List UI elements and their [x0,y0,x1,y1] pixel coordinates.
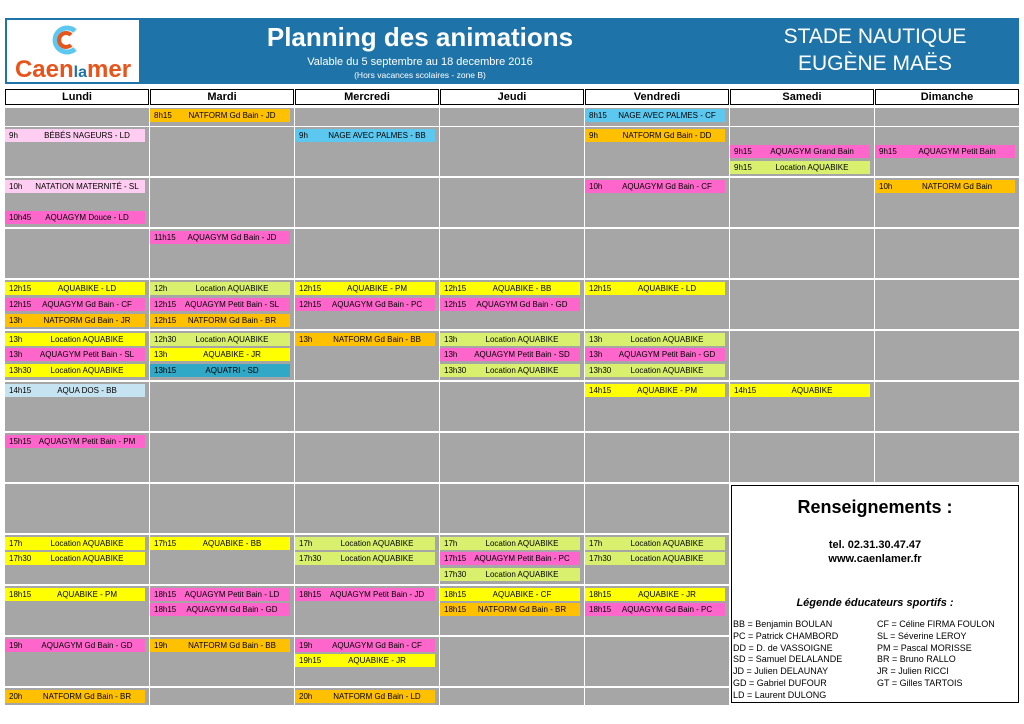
activity-name: NATFORM Gd Bain - BR [42,692,132,701]
activity-jeu [440,282,580,295]
activity-time: 18h15 [589,590,612,599]
time-slot [585,637,729,686]
activity-name: AQUABIKE - LD [57,284,117,293]
activity-name: Location AQUABIKE [630,539,704,548]
activity-time: 12h15 [9,300,32,309]
activity-name: AQUAGYM Petit Bain - PC [474,554,570,563]
activity-name: AQUABIKE - JR [203,350,261,359]
activity-time: 17h15 [154,539,177,548]
activity-name: AQUAGYM Gd Bain - CF [42,300,132,309]
activity-ven [585,348,725,361]
activity-dim [875,180,1015,193]
activity-mar [150,314,290,327]
time-slot [730,280,874,329]
activity-time: 9h [589,131,598,140]
activity-name: AQUAGYM Petit Bain - SL [184,300,280,309]
activity-name: AQUAGYM Gd Bain - CF [332,641,422,650]
activity-name: AQUABIKE - BB [202,539,262,548]
activity-time: 13h [9,335,23,344]
legend-entry: CF = Céline FIRMA FOULON [877,619,995,629]
activity-name: AQUATRI - SD [205,366,259,375]
activity-time: 13h [444,350,458,359]
activity-mer [295,654,435,667]
logo-swirl-icon [49,23,83,57]
time-slot [440,433,584,482]
activity-lun [5,180,145,193]
activity-time: 9h [299,131,308,140]
activity-name: NATFORM Gd Bain - BB [333,335,421,344]
activity-ven [585,180,725,193]
activity-time: 17h [589,539,603,548]
activity-mer [295,537,435,550]
activity-lun [5,384,145,397]
activity-mer [295,690,435,703]
activity-time: 12h [154,284,168,293]
activity-time: 19h [299,641,313,650]
activity-time: 12h15 [9,284,32,293]
activity-name: AQUABIKE [791,386,833,395]
activity-name: AQUAGYM Petit Bain - GD [618,350,716,359]
legend-entry: SL = Séverine LEROY [877,630,967,641]
activity-time: 18h15 [589,605,612,614]
activity-time: 17h30 [299,554,322,563]
activity-time: 9h [9,131,18,140]
activity-lun [5,211,145,224]
time-slot [440,108,584,126]
activity-time: 18h15 [9,590,32,599]
activity-ven [585,588,725,601]
activity-time: 13h [299,335,313,344]
activity-name: AQUABIKE - JR [348,656,406,665]
activity-mar [150,537,290,550]
activity-name: AQUAGYM Grand Bain [770,147,854,156]
time-slot [295,382,439,431]
activity-lun [5,129,145,142]
time-slot [730,331,874,380]
activity-name: Location AQUABIKE [195,335,269,344]
activity-lun [5,298,145,311]
time-slot [875,433,1019,482]
venue-name-line1: STADE NAUTIQUE [783,25,967,48]
time-slot [5,108,149,126]
activity-time: 10h [589,182,603,191]
activity-jeu [440,588,580,601]
time-slot [875,229,1019,278]
activity-mer [295,282,435,295]
activity-name: Location AQUABIKE [340,539,414,548]
activity-time: 12h15 [154,316,177,325]
activity-time: 15h15 [9,437,32,446]
activity-lun [5,348,145,361]
activity-time: 17h30 [9,554,32,563]
activity-mer [295,333,435,346]
activity-name: Location AQUABIKE [340,554,414,563]
activity-mar [150,282,290,295]
activity-name: AQUA DOS - BB [57,386,117,395]
day-header-jeu: Jeudi [440,89,584,105]
activity-time: 19h15 [299,656,322,665]
activity-mer [295,552,435,565]
activity-name: Location AQUABIKE [485,570,559,579]
legend-entry: GD = Gabriel DUFOUR [733,678,827,688]
activity-lun [5,333,145,346]
activity-mar [150,333,290,346]
activity-name: AQUAGYM Petit Bain - SL [39,350,135,359]
activity-time: 12h15 [444,300,467,309]
activity-name: Location AQUABIKE [50,366,124,375]
time-slot [585,688,729,705]
legend-entry: SD = Samuel DELALANDE [733,654,843,665]
activity-name: NATFORM Gd Bain [921,182,993,191]
time-slot [440,637,584,686]
activity-time: 13h30 [589,366,612,375]
activity-name: NATFORM Gd Bain - JR [43,316,131,325]
activity-name: Location AQUABIKE [195,284,269,293]
activity-name: AQUABIKE - BB [492,284,552,293]
activity-name: AQUAGYM Petit Bain - JD [329,590,425,599]
activity-name: Location AQUABIKE [485,366,559,375]
activity-name: AQUABIKE - PM [56,590,117,599]
activity-name: AQUAGYM Petit Bain - SD [474,350,570,359]
activity-time: 13h [444,335,458,344]
activity-name: AQUABIKE - CF [492,590,552,599]
time-slot [150,433,294,482]
activity-name: AQUAGYM Gd Bain - PC [621,605,713,614]
activity-name: AQUAGYM Gd Bain - GD [41,641,133,650]
activity-time: 14h15 [9,386,32,395]
phone-number: tel. 02.31.30.47.47 [828,539,922,551]
page-title: Planning des animations [266,22,574,52]
validity-period: Valable du 5 septembre au 18 decembre 2016 [307,56,533,68]
activity-ven [585,282,725,295]
time-slot [5,484,149,533]
activity-name: AQUAGYM Gd Bain - PC [331,300,423,309]
activity-name: AQUAGYM Gd Bain - GD [186,605,278,614]
activity-lun [5,435,145,448]
activity-ven [585,129,725,142]
day-header-mar: Mardi [150,89,294,105]
time-slot [440,127,584,176]
logo-text-mer: mer [87,56,132,83]
activity-time: 8h15 [589,111,607,120]
activity-time: 18h15 [444,590,467,599]
time-slot [585,484,729,533]
activity-time: 12h15 [299,300,322,309]
day-header-dim: Dimanche [875,89,1019,105]
info-box [731,485,1019,703]
activity-time: 17h15 [444,554,467,563]
day-header-ven: Vendredi [585,89,729,105]
time-slot [295,108,439,126]
activity-time: 19h [9,641,23,650]
activity-time: 9h15 [734,163,752,172]
time-slot [150,484,294,533]
activity-time: 9h15 [879,147,897,156]
time-slot [295,178,439,227]
activity-mer [295,588,435,601]
logo-text-la: la [73,64,87,81]
activity-lun [5,690,145,703]
activity-name: AQUABIKE - LD [637,284,697,293]
activity-time: 17h [9,539,23,548]
activity-jeu [440,348,580,361]
activity-name: Location AQUABIKE [775,163,849,172]
activity-time: 17h [444,539,458,548]
activity-time: 12h15 [444,284,467,293]
activity-time: 13h [589,335,603,344]
time-slot [295,229,439,278]
activity-sam [730,161,870,174]
activity-time: 13h [9,316,23,325]
activity-mar [150,348,290,361]
day-header-mer: Mercredi [295,89,439,105]
activity-time: 17h30 [444,570,467,579]
day-header-sam: Samedi [730,89,874,105]
time-slot [730,178,874,227]
activity-name: Location AQUABIKE [630,366,704,375]
legend-entry: BB = Benjamin BOULAN [733,619,833,629]
activity-name: Location AQUABIKE [485,539,559,548]
caenlamer-logo [7,20,139,82]
activity-mer [295,129,435,142]
activity-name: Location AQUABIKE [630,335,704,344]
activity-time: 20h [299,692,313,701]
activity-name: BÉBÉS NAGEURS - LD [44,131,130,140]
activity-name: AQUAGYM Gd Bain - GD [476,300,568,309]
venue-name-line2: EUGÈNE MAËS [797,52,953,75]
activity-time: 18h15 [154,605,177,614]
activity-time: 10h [879,182,893,191]
activity-name: Location AQUABIKE [50,554,124,563]
time-slot [440,178,584,227]
activity-time: 20h [9,692,23,701]
activity-name: NAGE AVEC PALMES - CF [618,111,716,120]
activity-name: NATATION MATERNITÉ - SL [35,182,139,191]
activity-name: AQUAGYM Gd Bain - CF [622,182,712,191]
activity-mar [150,364,290,377]
activity-time: 11h15 [154,233,176,242]
validity-note: (Hors vacances scolaires - zone B) [354,70,486,80]
activity-lun [5,588,145,601]
legend-entry: GT = Gilles TARTOIS [877,678,963,688]
activity-time: 10h [9,182,23,191]
activity-name: AQUAGYM Petit Bain - LD [184,590,280,599]
activity-name: AQUAGYM Petit Bain - PM [38,437,136,446]
time-slot [150,382,294,431]
time-slot [440,382,584,431]
activity-time: 17h30 [589,554,612,563]
activity-time: 18h15 [154,590,177,599]
time-slot [295,484,439,533]
info-title: Renseignements : [797,497,953,517]
time-slot [585,229,729,278]
activity-name: Location AQUABIKE [630,554,704,563]
activity-ven [585,537,725,550]
time-slot [875,382,1019,431]
activity-lun [5,314,145,327]
time-slot [730,108,874,126]
activity-time: 13h [589,350,603,359]
activity-time: 14h15 [734,386,757,395]
activity-mar [150,298,290,311]
legend-entry: LD = Laurent DULONG [733,689,827,700]
activity-time: 10h45 [9,213,32,222]
activity-mar [150,588,290,601]
activity-name: NAGE AVEC PALMES - BB [328,131,426,140]
activity-lun [5,639,145,652]
time-slot [150,688,294,705]
activity-time: 12h30 [154,335,177,344]
activity-name: AQUABIKE - JR [638,590,696,599]
activity-mar [150,639,290,652]
activity-jeu [440,298,580,311]
activity-time: 17h [299,539,313,548]
time-slot [440,229,584,278]
activity-time: 13h [154,350,168,359]
legend-entry: BR = Bruno RALLO [877,654,956,665]
activity-time: 13h30 [9,366,32,375]
activity-time: 14h15 [589,386,612,395]
time-slot [440,484,584,533]
activity-name: NATFORM Gd Bain - BB [188,641,276,650]
activity-sam [730,145,870,158]
activity-dim [875,145,1015,158]
activity-name: NATFORM Gd Bain - BR [187,316,277,325]
activity-ven [585,552,725,565]
time-slot [875,280,1019,329]
time-slot [295,433,439,482]
legend-entry: JR = Julien RICCI [877,666,949,677]
activity-time: 18h15 [299,590,322,599]
activity-name: NATFORM Gd Bain - BR [477,605,567,614]
page-header [5,18,1019,84]
logo-text-caen: Caen [14,56,74,83]
activity-sam [730,384,870,397]
activity-name: AQUAGYM Petit Bain [918,147,996,156]
activity-name: AQUABIKE - PM [636,386,697,395]
activity-name: Location AQUABIKE [485,335,559,344]
activity-ven [585,364,725,377]
activity-name: AQUAGYM Gd Bain - JD [187,233,277,242]
activity-name: AQUABIKE - PM [346,284,407,293]
activity-time: 13h [9,350,23,359]
activity-lun [5,537,145,550]
time-slot [730,229,874,278]
activity-mar [150,231,290,244]
time-slot [5,229,149,278]
activity-name: NATFORM Gd Bain - DD [622,131,712,140]
activity-time: 13h15 [154,366,177,375]
legend-entry: JD = Julien DELAUNAY [733,666,829,677]
activity-name: Location AQUABIKE [50,539,124,548]
activity-time: 12h15 [589,284,612,293]
activity-jeu [440,552,580,565]
activity-time: 12h15 [299,284,322,293]
activity-time: 12h15 [154,300,177,309]
activity-mer [295,639,435,652]
activity-jeu [440,568,580,581]
activity-lun [5,552,145,565]
activity-name: AQUAGYM Douce - LD [45,213,129,222]
time-slot [150,178,294,227]
activity-jeu [440,333,580,346]
activity-jeu [440,603,580,616]
activity-jeu [440,364,580,377]
time-slot [150,127,294,176]
activity-lun [5,282,145,295]
activity-name: NATFORM Gd Bain - JD [188,111,276,120]
activity-ven [585,109,725,122]
activity-ven [585,384,725,397]
activity-time: 18h15 [444,605,467,614]
legend-entry: PC = Patrick CHAMBORD [733,630,839,641]
legend-entry: PM = Pascal MORISSE [877,642,972,653]
activity-ven [585,603,725,616]
activity-time: 19h [154,641,168,650]
activity-mar [150,603,290,616]
day-header-lun: Lundi [5,89,149,105]
activity-lun [5,364,145,377]
legend-title: Légende éducateurs sportifs : [796,597,954,609]
activity-name: Location AQUABIKE [50,335,124,344]
activity-time: 8h15 [154,111,172,120]
time-slot [875,331,1019,380]
activity-ven [585,333,725,346]
activity-name: NATFORM Gd Bain - LD [333,692,421,701]
activity-jeu [440,537,580,550]
legend-entry: DD = D. de VASSOIGNE [733,642,833,653]
website-link[interactable]: www.caenlamer.fr [828,553,922,565]
time-slot [440,688,584,705]
time-slot [730,433,874,482]
time-slot [585,433,729,482]
activity-mer [295,298,435,311]
time-slot [875,108,1019,126]
activity-time: 13h30 [444,366,467,375]
activity-time: 9h15 [734,147,752,156]
activity-mar [150,109,290,122]
